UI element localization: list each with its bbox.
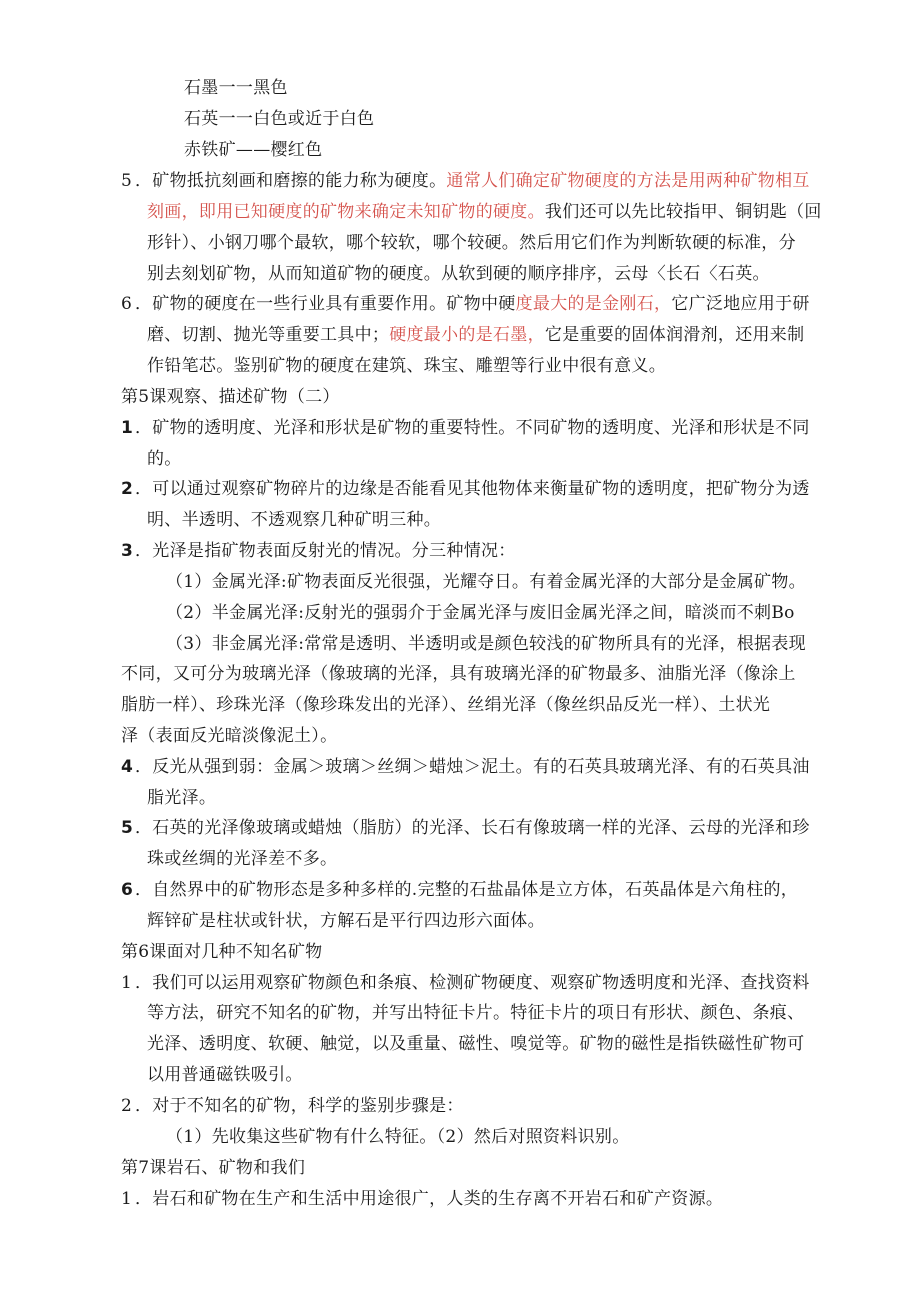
item-number: 1 — [121, 1189, 132, 1209]
luster-nonmetallic: （3）非金属光泽:常常是透明、半透明或是颜色较浅的矿物所具有的光泽，根据表现 — [166, 634, 806, 654]
item-number: 4 — [121, 757, 133, 777]
lesson6-item1-line2: 等方法，研究不知名的矿物，并写出特征卡片。特征卡片的项日有形状、颜色、条痕、 — [147, 1003, 805, 1023]
text-span: ．矿物抵抗刻画和磨擦的能力称为硬度。 — [135, 171, 447, 191]
hardness-def-line2 — [147, 200, 822, 224]
lesson5-item4-line1: ．反光从强到弱：金属＞玻璃＞丝绸＞蜡烛＞泥土。有的石英具玻璃光泽、有的石英具油 — [135, 757, 810, 777]
item-number: 3 — [121, 541, 133, 561]
lesson5-item5-line2: 珠或丝绸的光泽差不多。 — [147, 849, 338, 869]
lesson6-item1-line4: 以用普通磁铁吸引。 — [147, 1065, 303, 1085]
hardness-def-line4: 别去刻划矿物，从而知道矿物的硬度。从软到硬的顺序排序，云母〈长石〈石英。 — [147, 264, 770, 284]
lesson5-item2-line1: ．可以通过观察矿物碎片的边缘是否能看见其他物体来衡量矿物的透明度，把矿物分为透 — [135, 479, 810, 499]
hardness-def-line3: 形针）、小钢刀哪个最软，哪个较软，哪个较硬。然后用它们作为判断软硬的标准，分 — [147, 233, 796, 253]
hardness-def-line1 — [135, 169, 810, 193]
luster-metallic: （1）金属光泽:矿物表面反光很强，光耀夺日。有着金属光泽的大部分是金属矿物。 — [166, 572, 806, 592]
lesson5-item5-line1: ．石英的光泽像玻璃或蜡烛（脂肪）的光泽、长石有像玻璃一样的光泽、云母的光泽和珍 — [135, 818, 810, 838]
streak-quartz: 石英一一白色或近于白色 — [184, 109, 375, 129]
item-number: 5 — [121, 171, 132, 191]
luster-nonmetallic-line3: 脂肪一样）、珍珠光泽（像珍珠发出的光泽）、丝绢光泽（像丝织品反光一样）、土状光 — [121, 695, 771, 715]
lesson5-item1-line1: ．矿物的透明度、光泽和形状是矿物的重要特性。不同矿物的透明度、光泽和形状是不同 — [135, 418, 810, 438]
luster-semimetallic: （2）半金属光泽:反射光的强弱介于金属光泽与废旧金属光泽之间，暗淡而不刺Bo — [166, 603, 795, 623]
streak-graphite: 石墨一一黑色 — [184, 78, 288, 98]
text-span: 它是重要的固体润滑剂，还用来制 — [544, 325, 805, 345]
lesson6-item2-steps: （1）先收集这些矿物有什么特征。（2）然后对照资料识别。 — [166, 1127, 630, 1147]
lesson5-item3-line1: ．光泽是指矿物表面反射光的情况。分三种情况： — [135, 541, 516, 561]
lesson5-item2-line2: 明、半透明、不透观察几种矿明三种。 — [147, 510, 442, 530]
item-number: 1 — [121, 973, 132, 993]
item-number: 6 — [121, 294, 132, 314]
lesson5-item6-line2: 辉锌矿是柱状或针状，方解石是平行四边形六面体。 — [147, 911, 545, 931]
hardness-use-line2 — [147, 323, 804, 347]
text-span: 它广泛地应用于研 — [671, 294, 810, 314]
highlight-text: 通常人们确定矿物硬度的方法是用两种矿物相互 — [446, 171, 810, 191]
highlight-text: 刻画，即用已知硬度的矿物来确定未知矿物的硬度。 — [147, 202, 545, 222]
lesson6-item1-line3: 光泽、透明度、软硬、触觉，以及重量、磁性、嗅觉等。矿物的磁性是指铁磁性矿物可 — [147, 1034, 805, 1054]
lesson5-heading: 第5课观察、描述矿物（二） — [121, 387, 340, 407]
text-span: 我们还可以先比较指甲、铜钥匙（回 — [544, 202, 822, 222]
highlight-text: 度最大的是金刚石， — [515, 294, 672, 314]
text-span: ．矿物的硬度在一些行业具有重要作用。矿物中硬 — [135, 294, 516, 314]
lesson7-item1-line1: ．岩石和矿物在生产和生活中用途很广，人类的生存离不开岩石和矿产资源。 — [135, 1189, 724, 1209]
highlight-text: 硬度最小的是石墨， — [389, 325, 545, 345]
lesson5-item6-line1: ．自然界中的矿物形态是多种多样的.完整的石盐晶体是立方体，石英晶体是六角柱的， — [135, 880, 799, 900]
item-number: 2 — [121, 479, 133, 499]
hardness-use-line3: 作铅笔芯。鉴别矿物的硬度在建筑、珠宝、雕塑等行业中很有意义。 — [147, 356, 666, 376]
luster-nonmetallic-line4: 泽（表面反光暗淡像泥土）。 — [121, 726, 338, 746]
lesson6-item2-line1: ．对于不知名的矿物，科学的鉴别步骤是： — [135, 1096, 464, 1116]
luster-nonmetallic-line2: 不同，又可分为玻璃光泽（像玻璃的光泽，具有玻璃光泽的矿物最多、油脂光泽（像涂上 — [121, 664, 796, 684]
item-number: 2 — [121, 1096, 132, 1116]
lesson5-item1-line2: 的。 — [147, 449, 182, 469]
lesson7-heading: 第7课岩石、矿物和我们 — [121, 1158, 306, 1178]
streak-hematite: 赤铁矿——樱红色 — [184, 140, 323, 160]
item-number: 6 — [121, 880, 133, 900]
hardness-use-line1 — [135, 292, 810, 316]
item-number: 1 — [121, 418, 133, 438]
text-span: 磨、切割、抛光等重要工具中； — [147, 325, 390, 345]
lesson6-heading: 第6课面对几种不知名矿物 — [121, 942, 323, 962]
item-number: 5 — [121, 818, 133, 838]
lesson6-item1-line1: ．我们可以运用观察矿物颜色和条痕、检测矿物硬度、观察矿物透明度和光泽、查找资料 — [135, 973, 810, 993]
lesson5-item4-line2: 脂光泽。 — [147, 788, 217, 808]
